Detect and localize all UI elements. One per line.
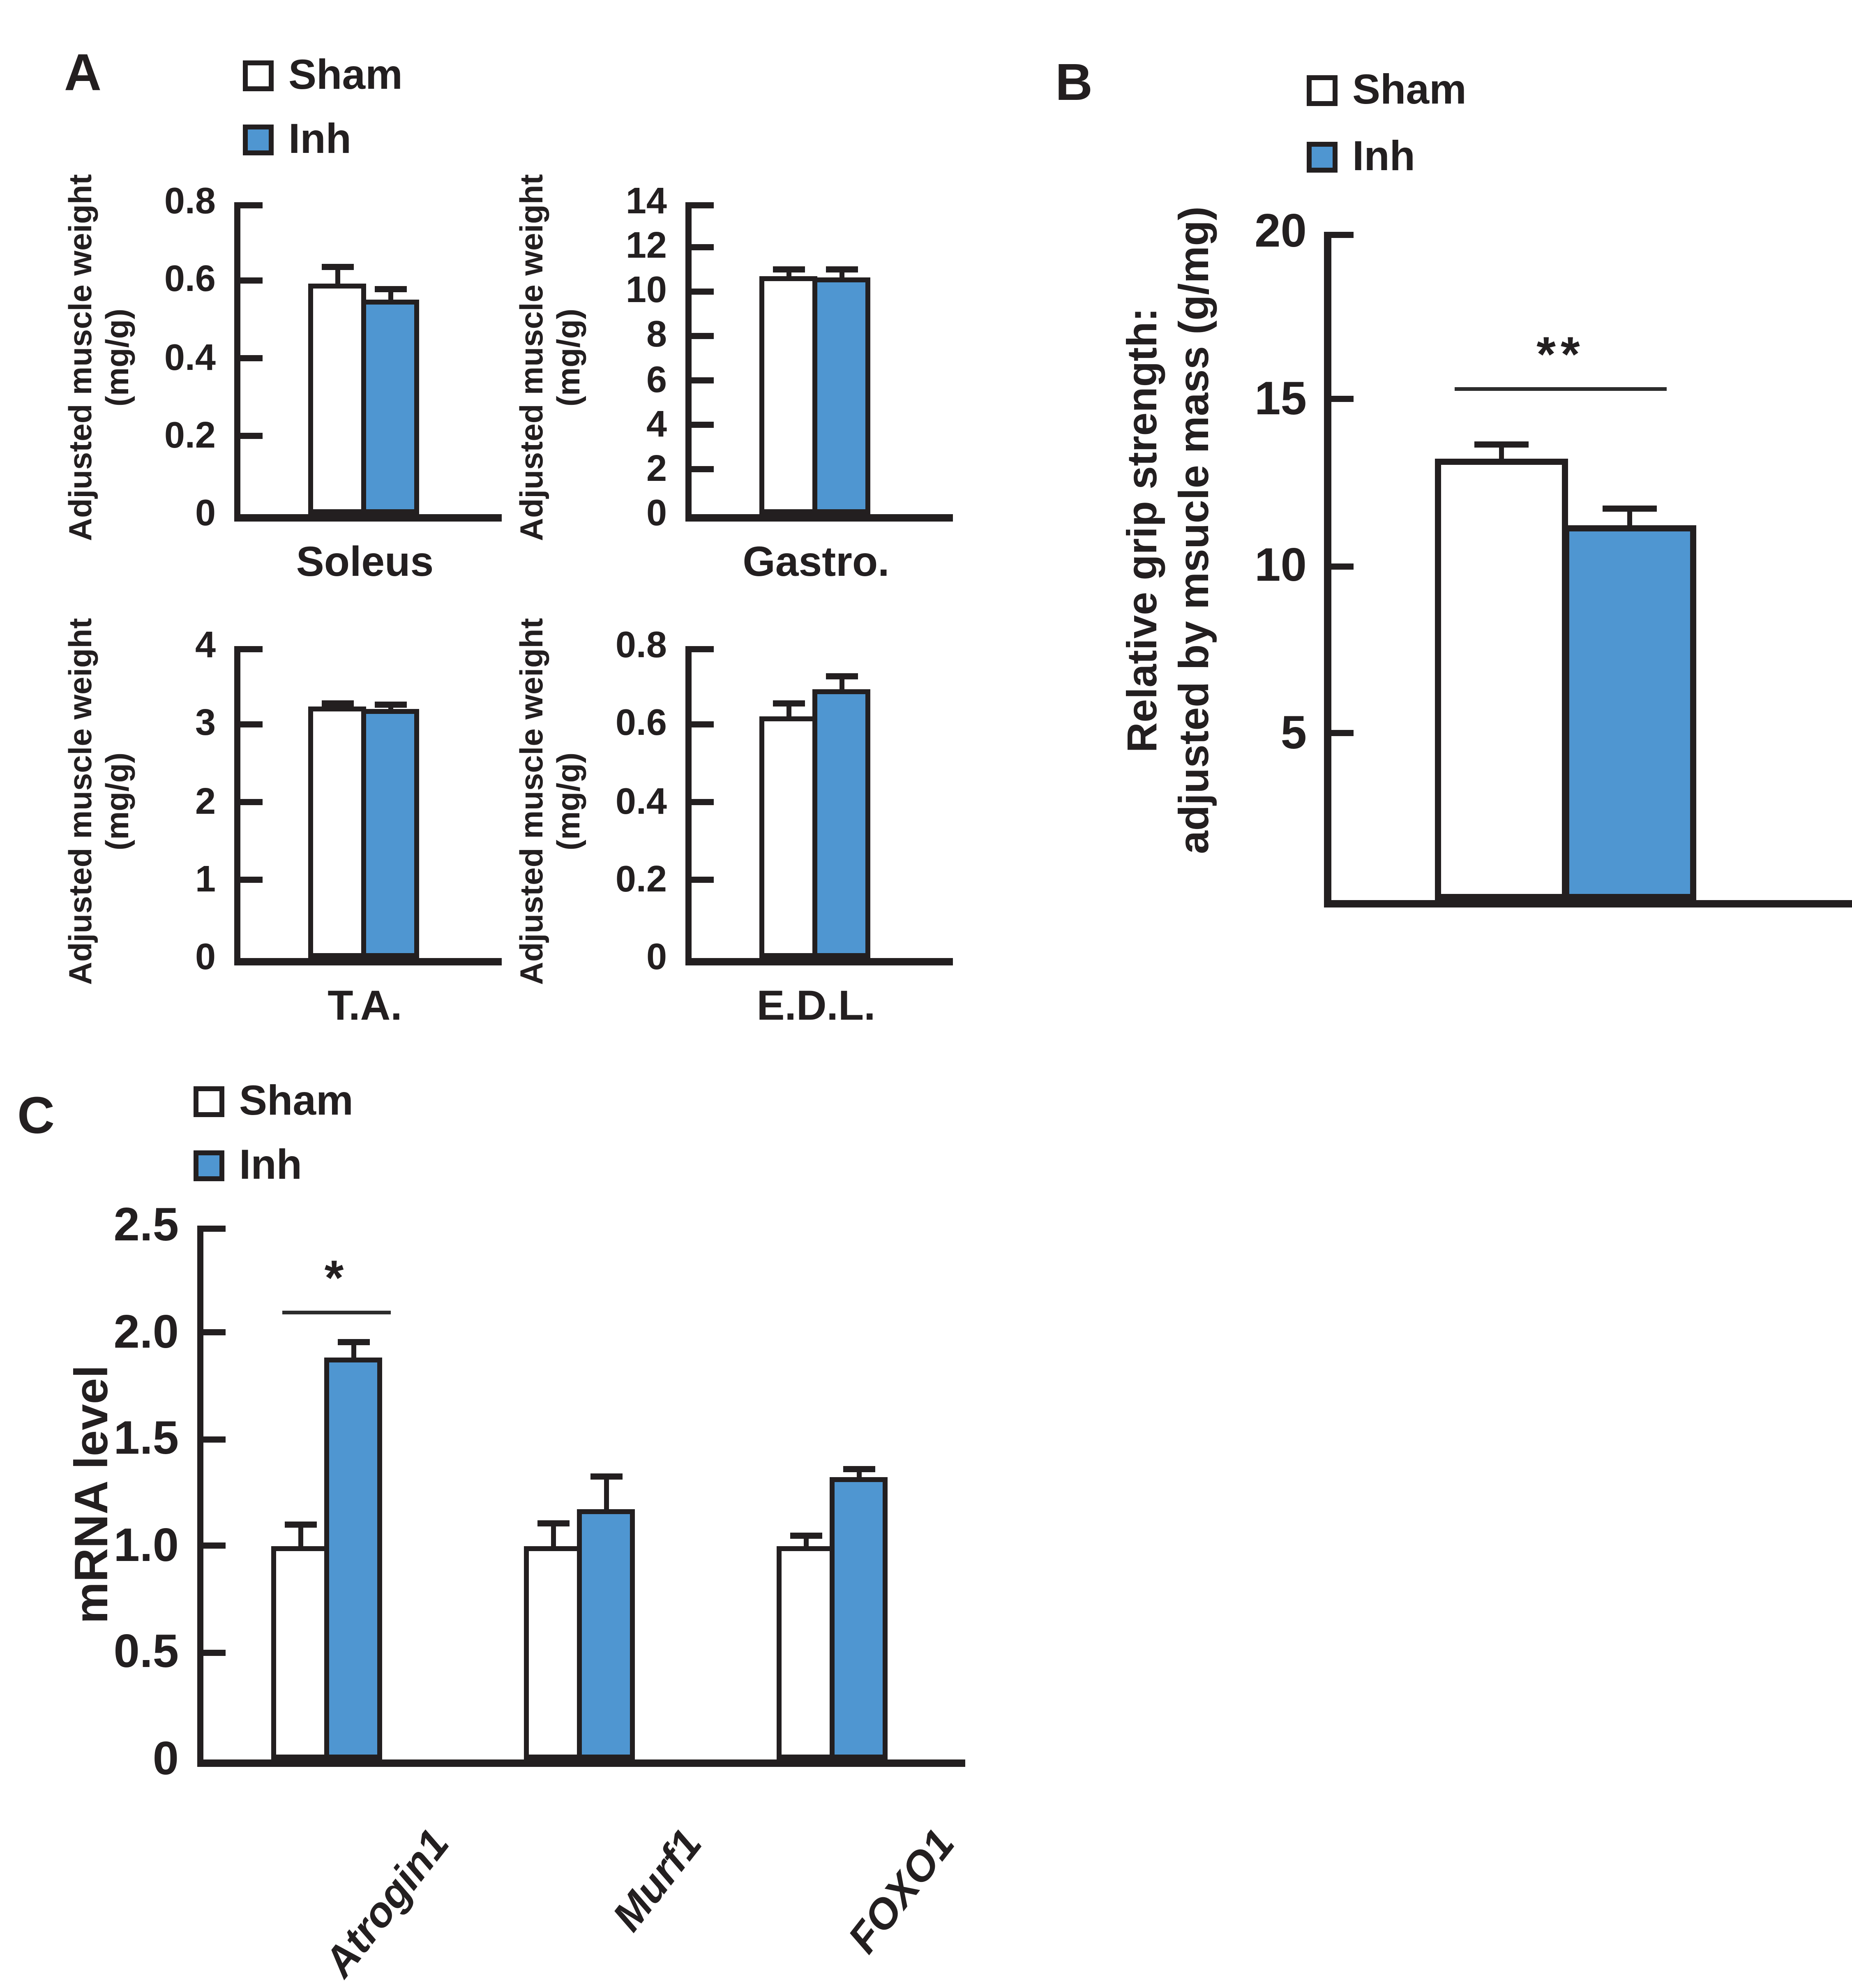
category-label: Soleus <box>296 539 434 586</box>
y-axis-label <box>1117 148 1220 912</box>
y-tick-label: 2 <box>195 781 216 822</box>
y-tick <box>240 799 263 805</box>
y-axis-label-line1: Relative grip strength: <box>1119 307 1166 753</box>
significance-label: * <box>324 1251 349 1306</box>
chart-soleus <box>49 174 518 602</box>
error-bar-cap <box>337 1339 369 1345</box>
y-tick-label: 0.4 <box>164 337 216 378</box>
y-tick-label: 10 <box>625 270 667 311</box>
plot-area <box>164 181 502 534</box>
y-tick <box>203 1436 226 1442</box>
error-bar-whisker <box>551 1522 556 1548</box>
y-tick <box>240 433 263 439</box>
y-tick-label: 2.0 <box>113 1306 179 1358</box>
error-bar-cap <box>321 700 353 706</box>
error-bar-cap <box>773 267 805 273</box>
y-tick <box>692 288 714 294</box>
category-label: T.A. <box>328 983 402 1030</box>
y-tick-label: 1.0 <box>113 1520 179 1572</box>
bar-inh <box>812 689 870 958</box>
plot-area <box>615 625 953 978</box>
y-tick-label: 0.5 <box>113 1627 179 1679</box>
chart-gastro <box>500 174 969 602</box>
y-tick-label: 4 <box>195 625 216 666</box>
error-bar-whisker <box>604 1475 609 1512</box>
sham-swatch-icon <box>243 60 274 91</box>
legend-label-sham: Sham <box>1352 67 1467 113</box>
error-bar-cap <box>321 264 353 270</box>
y-tick <box>692 721 714 727</box>
y-tick-label: 12 <box>625 226 667 267</box>
y-axis-label-line2: (mg/g) <box>550 752 587 851</box>
y-tick-label: 1.5 <box>113 1413 179 1465</box>
y-tick-label: 0.6 <box>164 259 216 300</box>
y-tick-label: 0.2 <box>164 415 216 456</box>
plot-area <box>625 181 953 534</box>
y-tick-label: 1 <box>195 859 216 900</box>
plot-area <box>1255 206 1852 907</box>
chart-edl <box>500 618 969 1046</box>
y-tick-label: 6 <box>646 359 667 400</box>
category-label: Gastro. <box>743 539 890 586</box>
error-bar-cap <box>1603 505 1657 511</box>
y-tick <box>203 1543 226 1549</box>
y-tick-label: 15 <box>1255 373 1307 425</box>
y-tick <box>1331 563 1354 569</box>
y-tick-label: 3 <box>195 703 216 744</box>
y-tick <box>203 1329 226 1335</box>
inh-swatch-icon <box>243 124 274 155</box>
legend-label-inh: Inh <box>288 116 351 163</box>
bar-inh <box>361 709 419 958</box>
y-tick-label: 2.5 <box>113 1200 179 1251</box>
bar-sham <box>777 1546 835 1759</box>
y-tick <box>692 422 714 428</box>
y-axis-label-line1: Adjusted muscle weight <box>62 174 99 541</box>
y-tick <box>240 721 263 727</box>
y-tick-label: 0 <box>152 1734 179 1785</box>
panel-b <box>1021 0 1852 1070</box>
x-category-label: Murf1 <box>604 1821 711 1940</box>
x-category-label: Atrogin1 <box>315 1821 459 1986</box>
panel-a <box>0 0 1021 1070</box>
error-bar-cap <box>537 1520 569 1526</box>
y-tick-label: 0 <box>646 937 667 978</box>
y-axis-label-line1: Adjusted muscle weight <box>513 618 550 985</box>
y-tick-label: 0 <box>195 937 216 978</box>
bar-inh <box>361 300 419 514</box>
bar-sham <box>271 1546 329 1759</box>
y-tick <box>692 877 714 883</box>
panel-b-label: B <box>1055 53 1093 111</box>
bar-sham <box>308 284 366 514</box>
plot-area <box>113 1200 965 1986</box>
error-bar-cap <box>826 267 858 273</box>
panel-a-label: A <box>64 43 102 101</box>
y-tick-label: 5 <box>1280 707 1307 759</box>
y-tick <box>692 646 714 652</box>
y-tick <box>240 277 263 283</box>
y-axis-label-line1: mRNA level <box>67 1365 118 1624</box>
y-tick-label: 0.6 <box>615 703 667 744</box>
category-label: E.D.L. <box>756 983 876 1030</box>
y-tick-label: 0.4 <box>615 781 667 822</box>
y-tick <box>692 333 714 339</box>
y-tick <box>692 202 714 208</box>
error-bar-cap <box>773 700 805 707</box>
y-tick-label: 0.2 <box>615 859 667 900</box>
y-tick-label: 8 <box>646 315 667 356</box>
y-axis-label-line1: Adjusted muscle weight <box>513 174 550 541</box>
y-tick-label: 4 <box>646 404 667 445</box>
bar-inh <box>812 277 870 514</box>
legend-label-inh: Inh <box>1352 133 1415 180</box>
y-tick <box>240 877 263 883</box>
panel-c <box>0 1070 1060 1988</box>
y-tick-label: 0 <box>646 493 667 534</box>
bar-sham <box>524 1546 582 1759</box>
legend-label-sham: Sham <box>288 52 403 99</box>
y-tick <box>240 646 263 652</box>
error-bar-cap <box>284 1522 316 1528</box>
chart-ta <box>49 618 518 1046</box>
bar-inh <box>324 1358 382 1759</box>
legend-item-sham <box>243 52 403 99</box>
error-bar-cap <box>374 286 406 292</box>
legend-item-inh <box>243 116 351 163</box>
y-tick-label: 0.8 <box>164 181 216 222</box>
error-bar-cap <box>826 673 858 679</box>
significance-line <box>282 1311 391 1315</box>
bar-sham <box>1435 459 1568 900</box>
y-tick-label: 14 <box>625 181 667 222</box>
bar-sham <box>759 276 817 514</box>
y-axis-label-line2: (mg/g) <box>550 308 587 407</box>
y-tick <box>692 466 714 473</box>
chart-mrna-level <box>0 1070 1060 1988</box>
bar-inh <box>1563 526 1696 900</box>
y-axis-label-line2: (mg/g) <box>99 752 136 851</box>
error-bar-cap <box>374 701 406 707</box>
y-tick <box>203 1650 226 1656</box>
bar-sham <box>759 716 817 958</box>
bar-sham <box>308 707 366 958</box>
error-bar-cap <box>590 1473 622 1479</box>
y-tick-label: 2 <box>646 448 667 489</box>
y-tick <box>240 355 263 361</box>
bar-inh <box>830 1478 888 1759</box>
y-tick <box>1331 232 1354 238</box>
y-axis-label-line2: adjusted by msucle mass (g/mg) <box>1171 206 1218 854</box>
y-tick-label: 0 <box>195 493 216 534</box>
x-category-label: FOXO1 <box>840 1821 964 1962</box>
y-tick <box>692 377 714 383</box>
panel-c-label: C <box>17 1086 55 1144</box>
significance-line <box>1455 387 1667 391</box>
y-tick <box>1331 396 1354 402</box>
y-tick <box>203 1226 226 1232</box>
error-bar-cap <box>1474 441 1529 448</box>
error-bar-cap <box>843 1466 875 1473</box>
legend-label-inh: Inh <box>239 1142 302 1189</box>
y-axis-label-line2: (mg/g) <box>99 308 136 407</box>
y-tick <box>692 799 714 805</box>
bar-inh <box>577 1510 635 1759</box>
y-tick <box>1331 730 1354 736</box>
y-axis-label-line1: Adjusted muscle weight <box>62 618 99 985</box>
significance-label: ** <box>1536 328 1585 382</box>
chart-grip-strength <box>1021 0 1852 1070</box>
error-bar-cap <box>790 1533 822 1539</box>
y-tick <box>240 202 263 208</box>
y-tick-label: 0.8 <box>615 625 667 666</box>
legend-label-sham: Sham <box>239 1078 353 1124</box>
y-tick <box>692 244 714 250</box>
plot-area <box>195 625 502 978</box>
y-tick-label: 20 <box>1255 206 1307 258</box>
y-tick-label: 10 <box>1255 540 1307 592</box>
